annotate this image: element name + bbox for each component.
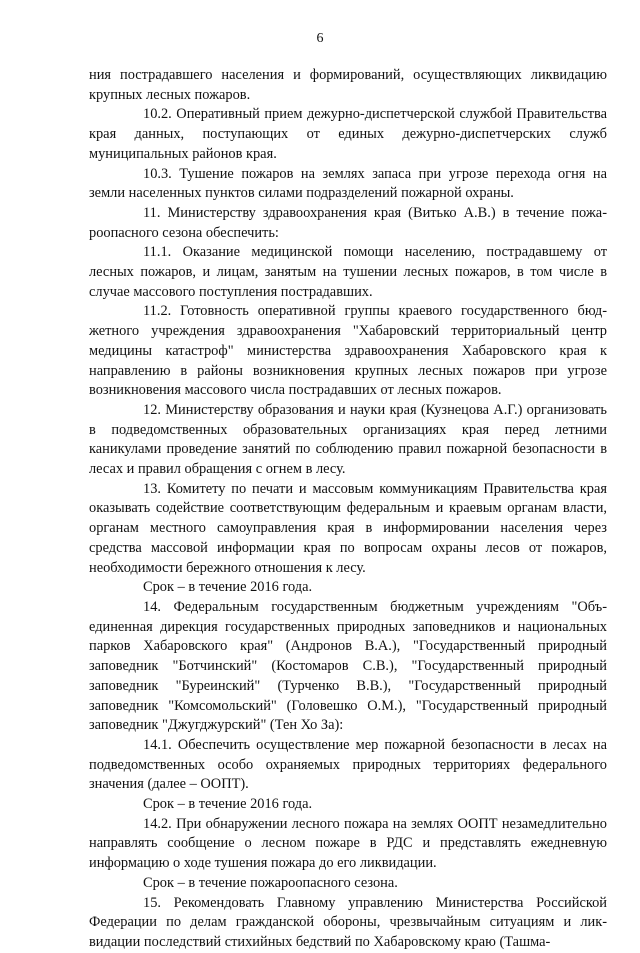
paragraph-11: 11. Министерству здравоохранения края (Витько А.В.) в течение пожароопасного сезона обеспечить: <box>89 204 607 241</box>
paragraph-11-1: 11.1. Оказание медицинской помощи населению, пострадавшему от лесных пожаров, и лицам, занятым на тушении лесных пожаров, в том числе в случае массового поступления пострадавших. <box>89 244 607 300</box>
paragraph-14-1-term: Срок – в течение 2016 года. <box>143 796 313 813</box>
page-number: 6 <box>316 31 324 46</box>
paragraph-15: 15. Рекомендовать Главному управлению Министерства Российской Федерации по делам гражданской обороны, чрезвычайным ситуациям и ликвидации последствий стихийных бедствий по Хабаровскому краю (Ташма- <box>89 894 607 950</box>
paragraph-14-2: 14.2. При обнаружении лесного пожара на землях ООПТ незамедлительно направлять сообщение о лесном пожаре в РДС и представлять ежедневную информацию о ходе тушения пожара до его ликвидации. <box>89 815 607 872</box>
paragraph-12: 12. Министерству образования и науки края (Кузнецова А.Г.) организовать в подведомственных образовательных организациях края перед летними каникулами проведение занятий по соблюдению правил пожарной безопасности в лесах и правил обращения с огнем в лесу. <box>89 401 607 478</box>
paragraph-14-2-term: Срок – в течение пожароопасного сезона. <box>143 874 398 891</box>
paragraph-13-term: Срок – в течение 2016 года. <box>143 579 313 596</box>
paragraph-10-2: 10.2. Оперативный прием дежурно-диспетчерской службой Правительства края данных, поступающих от единых дежурно-диспетчерских служб муниципальных районов края. <box>89 106 607 162</box>
paragraph-continuation: ния пострадавшего населения и формирований, осуществляющих ликвидацию крупных лесных пожаров. <box>89 67 607 103</box>
paragraph-14: 14. Федеральным государственным бюджетным учреждениям "Объединенная дирекция государственных природных заповедников и национальных парков Хабаровского края" (Андронов В.А.), "Государственный природный заповедник "Ботчинский" (Костомаров С.В.), "Государственный природный заповедник "Буреинский" (Турченко В.В.), "Государственный природный заповедник "Комсомольский" (Головешко О.М.), "Государственный природный заповедник "Джугджурский" (Тен Хо За): <box>89 598 607 734</box>
paragraph-11-2: 11.2. Готовность оперативной группы краевого государственного бюджетного учреждения здравоохранения "Хабаровский территориальный центр медицины катастроф" министерства здравоохранения Хабаровского края к направлению в районы возникновения крупных лесных пожаров при угрозе возникновения массового числа пострадавших от лесных пожаров. <box>89 303 607 399</box>
document-body <box>89 66 607 953</box>
paragraph-13: 13. Комитету по печати и массовым коммуникациям Правительства края оказывать содействие соответствующим федеральным и краевым органам власти, органам местного самоуправления края в информировании населения через средства массовой информации края по вопросам охраны лесов от пожаров, необходимости бережного отношения к лесу. <box>89 480 607 576</box>
paragraph-10-3: 10.3. Тушение пожаров на землях запаса при угрозе перехода огня на земли населенных пунктов силами подразделений пожарной охраны. <box>89 165 607 202</box>
paragraph-14-1: 14.1. Обеспечить осуществление мер пожарной безопасности в лесах на подведомственных особо охраняемых природных территориях федерального значения (далее – ООПТ). <box>89 736 607 793</box>
